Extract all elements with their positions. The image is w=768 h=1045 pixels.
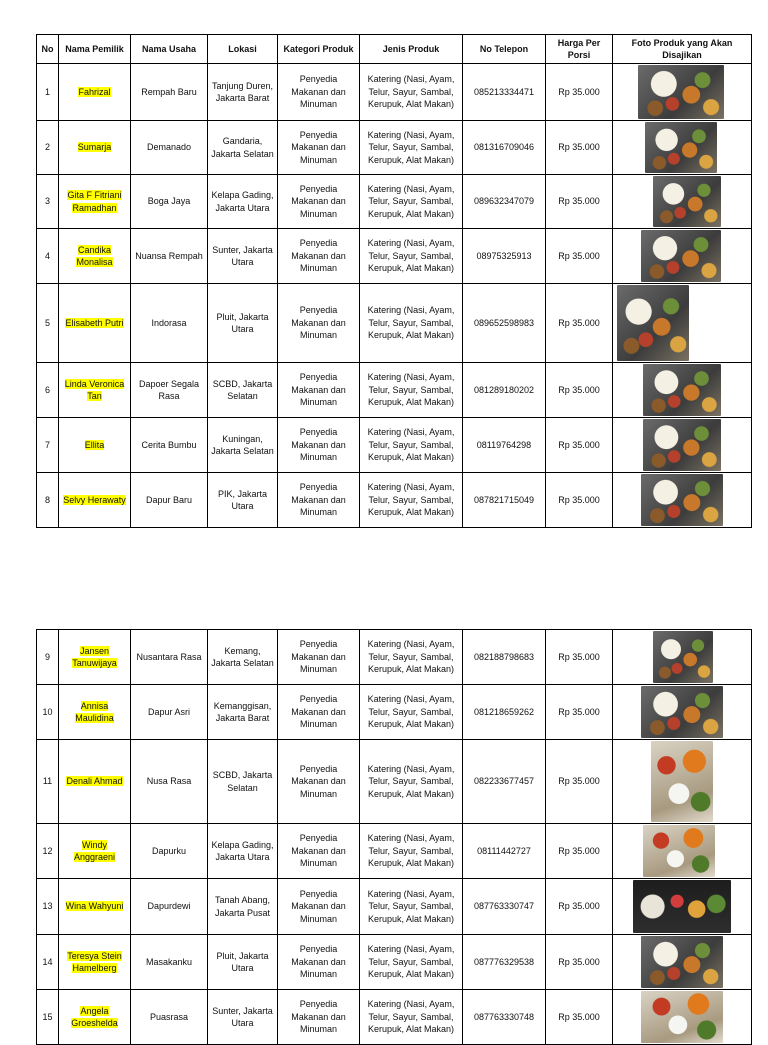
cell-no: 3 xyxy=(37,175,59,229)
cell-no: 15 xyxy=(37,990,59,1045)
cell-phone: 087763330747 xyxy=(463,879,546,935)
cell-price: Rp 35.000 xyxy=(546,64,613,121)
cell-phone: 089632347079 xyxy=(463,175,546,229)
cell-category: Penyedia Makanan dan Minuman xyxy=(278,175,360,229)
cell-photo xyxy=(613,175,752,229)
cell-owner xyxy=(59,990,131,1045)
table-row xyxy=(37,121,752,175)
table-row xyxy=(37,630,752,685)
catering-photo-image xyxy=(638,65,724,119)
cell-price: Rp 35.000 xyxy=(546,418,613,473)
cell-photo xyxy=(613,64,752,121)
cell-owner xyxy=(59,473,131,528)
cell-business: Boga Jaya xyxy=(131,175,208,229)
cell-owner xyxy=(59,64,131,121)
catering-photo-image xyxy=(643,364,721,416)
cell-location: Tanah Abang, Jakarta Pusat xyxy=(208,879,278,935)
cell-category: Penyedia Makanan dan Minuman xyxy=(278,630,360,685)
cell-category: Penyedia Makanan dan Minuman xyxy=(278,990,360,1045)
cell-category: Penyedia Makanan dan Minuman xyxy=(278,879,360,935)
cell-location: Pluit, Jakarta Utara xyxy=(208,935,278,990)
header-location: Lokasi xyxy=(208,35,278,64)
owner-name-highlight: Candika Monalisa xyxy=(76,244,113,267)
cell-price: Rp 35.000 xyxy=(546,824,613,879)
cell-location: Kemanggisan, Jakarta Barat xyxy=(208,685,278,740)
vendor-table-part-1 xyxy=(36,34,752,528)
owner-name-highlight: Teresya Stein Hamelberg xyxy=(67,950,122,973)
cell-no: 6 xyxy=(37,363,59,418)
cell-category: Penyedia Makanan dan Minuman xyxy=(278,824,360,879)
header-photo: Foto Produk yang Akan Disajikan xyxy=(613,35,752,64)
cell-product: Katering (Nasi, Ayam, Telur, Sayur, Sambal, Kerupuk, Alat Makan) xyxy=(360,630,463,685)
owner-name-highlight: Ellita xyxy=(84,439,105,450)
cell-category: Penyedia Makanan dan Minuman xyxy=(278,473,360,528)
header-price: Harga Per Porsi xyxy=(546,35,613,64)
cell-business: Demanado xyxy=(131,121,208,175)
cell-owner xyxy=(59,879,131,935)
cell-no: 9 xyxy=(37,630,59,685)
catering-photo-image xyxy=(643,419,721,471)
cell-business: Nuansa Rempah xyxy=(131,229,208,284)
owner-name-highlight: Sumarja xyxy=(77,142,112,153)
catering-photo-image xyxy=(641,686,723,738)
cell-location: Kelapa Gading, Jakarta Utara xyxy=(208,824,278,879)
cell-photo xyxy=(613,935,752,990)
cell-phone: 08119764298 xyxy=(463,418,546,473)
cell-category: Penyedia Makanan dan Minuman xyxy=(278,685,360,740)
cell-phone: 087776329538 xyxy=(463,935,546,990)
cell-owner xyxy=(59,284,131,363)
cell-category: Penyedia Makanan dan Minuman xyxy=(278,363,360,418)
vendor-table-part-2 xyxy=(36,629,752,1045)
cell-product: Katering (Nasi, Ayam, Telur, Sayur, Sambal, Kerupuk, Alat Makan) xyxy=(360,824,463,879)
cell-location: SCBD, Jakarta Selatan xyxy=(208,363,278,418)
cell-owner xyxy=(59,935,131,990)
table-row xyxy=(37,229,752,284)
cell-price: Rp 35.000 xyxy=(546,990,613,1045)
cell-price: Rp 35.000 xyxy=(546,740,613,824)
table-row xyxy=(37,363,752,418)
cell-business: Rempah Baru xyxy=(131,64,208,121)
cell-product: Katering (Nasi, Ayam, Telur, Sayur, Sambal, Kerupuk, Alat Makan) xyxy=(360,879,463,935)
table-row xyxy=(37,175,752,229)
owner-name-highlight: Windy Anggraeni xyxy=(73,839,116,862)
cell-category: Penyedia Makanan dan Minuman xyxy=(278,64,360,121)
cell-location: Kuningan, Jakarta Selatan xyxy=(208,418,278,473)
header-product: Jenis Produk xyxy=(360,35,463,64)
cell-product: Katering (Nasi, Ayam, Telur, Sayur, Sambal, Kerupuk, Alat Makan) xyxy=(360,284,463,363)
cell-business: Dapur Baru xyxy=(131,473,208,528)
cell-photo xyxy=(613,121,752,175)
cell-business: Nusa Rasa xyxy=(131,740,208,824)
cell-phone: 08975325913 xyxy=(463,229,546,284)
cell-category: Penyedia Makanan dan Minuman xyxy=(278,418,360,473)
catering-photo-image xyxy=(645,122,717,173)
cell-no: 2 xyxy=(37,121,59,175)
table-row xyxy=(37,879,752,935)
cell-location: PIK, Jakarta Utara xyxy=(208,473,278,528)
cell-photo xyxy=(613,824,752,879)
cell-price: Rp 35.000 xyxy=(546,175,613,229)
table-row xyxy=(37,685,752,740)
cell-product: Katering (Nasi, Ayam, Telur, Sayur, Sambal, Kerupuk, Alat Makan) xyxy=(360,740,463,824)
cell-phone: 08111442727 xyxy=(463,824,546,879)
cell-no: 13 xyxy=(37,879,59,935)
cell-price: Rp 35.000 xyxy=(546,630,613,685)
cell-no: 10 xyxy=(37,685,59,740)
cell-price: Rp 35.000 xyxy=(546,935,613,990)
catering-photo-image xyxy=(641,991,723,1043)
cell-phone: 089652598983 xyxy=(463,284,546,363)
catering-photo-image xyxy=(641,474,723,526)
cell-location: Tanjung Duren, Jakarta Barat xyxy=(208,64,278,121)
catering-photo-image xyxy=(651,741,713,822)
cell-price: Rp 35.000 xyxy=(546,121,613,175)
owner-name-highlight: Angela Groeshelda xyxy=(71,1005,118,1028)
header-owner: Nama Pemilik xyxy=(59,35,131,64)
cell-category: Penyedia Makanan dan Minuman xyxy=(278,121,360,175)
cell-owner xyxy=(59,175,131,229)
cell-no: 4 xyxy=(37,229,59,284)
catering-photo-image xyxy=(641,936,723,988)
cell-location: Sunter, Jakarta Utara xyxy=(208,229,278,284)
cell-phone: 082188798683 xyxy=(463,630,546,685)
cell-product: Katering (Nasi, Ayam, Telur, Sayur, Sambal, Kerupuk, Alat Makan) xyxy=(360,935,463,990)
owner-name-highlight: Denali Ahmad xyxy=(66,776,123,787)
cell-no: 8 xyxy=(37,473,59,528)
cell-product: Katering (Nasi, Ayam, Telur, Sayur, Sambal, Kerupuk, Alat Makan) xyxy=(360,175,463,229)
cell-business: Dapurdewi xyxy=(131,879,208,935)
catering-photo-image xyxy=(653,631,713,683)
table-row xyxy=(37,990,752,1045)
catering-photo-image xyxy=(643,825,715,877)
header-no: No xyxy=(37,35,59,64)
cell-owner xyxy=(59,418,131,473)
cell-photo xyxy=(613,473,752,528)
cell-location: Sunter, Jakarta Utara xyxy=(208,990,278,1045)
cell-location: Kemang, Jakarta Selatan xyxy=(208,630,278,685)
cell-photo xyxy=(613,990,752,1045)
owner-name-highlight: Elisabeth Putri xyxy=(65,317,124,328)
owner-name-highlight: Wina Wahyuni xyxy=(65,901,124,912)
cell-business: Indorasa xyxy=(131,284,208,363)
cell-product: Katering (Nasi, Ayam, Telur, Sayur, Sambal, Kerupuk, Alat Makan) xyxy=(360,685,463,740)
cell-price: Rp 35.000 xyxy=(546,229,613,284)
cell-owner xyxy=(59,824,131,879)
cell-category: Penyedia Makanan dan Minuman xyxy=(278,935,360,990)
cell-phone: 082233677457 xyxy=(463,740,546,824)
cell-price: Rp 35.000 xyxy=(546,685,613,740)
cell-product: Katering (Nasi, Ayam, Telur, Sayur, Sambal, Kerupuk, Alat Makan) xyxy=(360,363,463,418)
table-header-row xyxy=(37,35,752,64)
cell-product: Katering (Nasi, Ayam, Telur, Sayur, Sambal, Kerupuk, Alat Makan) xyxy=(360,121,463,175)
cell-owner xyxy=(59,229,131,284)
cell-owner xyxy=(59,630,131,685)
cell-product: Katering (Nasi, Ayam, Telur, Sayur, Sambal, Kerupuk, Alat Makan) xyxy=(360,64,463,121)
table-row xyxy=(37,824,752,879)
cell-photo xyxy=(613,284,752,363)
cell-photo xyxy=(613,685,752,740)
cell-product: Katering (Nasi, Ayam, Telur, Sayur, Sambal, Kerupuk, Alat Makan) xyxy=(360,473,463,528)
cell-photo xyxy=(613,363,752,418)
table-row xyxy=(37,935,752,990)
table-row xyxy=(37,284,752,363)
header-category: Kategori Produk xyxy=(278,35,360,64)
cell-product: Katering (Nasi, Ayam, Telur, Sayur, Sambal, Kerupuk, Alat Makan) xyxy=(360,990,463,1045)
cell-phone: 081289180202 xyxy=(463,363,546,418)
cell-owner xyxy=(59,121,131,175)
cell-location: SCBD, Jakarta Selatan xyxy=(208,740,278,824)
cell-category: Penyedia Makanan dan Minuman xyxy=(278,740,360,824)
cell-photo xyxy=(613,630,752,685)
cell-business: Masakanku xyxy=(131,935,208,990)
header-phone: No Telepon xyxy=(463,35,546,64)
cell-location: Gandaria, Jakarta Selatan xyxy=(208,121,278,175)
cell-price: Rp 35.000 xyxy=(546,284,613,363)
header-business: Nama Usaha xyxy=(131,35,208,64)
table-row xyxy=(37,473,752,528)
cell-photo xyxy=(613,879,752,935)
cell-phone: 081316709046 xyxy=(463,121,546,175)
cell-owner xyxy=(59,363,131,418)
table-row xyxy=(37,418,752,473)
cell-business: Nusantara Rasa xyxy=(131,630,208,685)
cell-photo xyxy=(613,418,752,473)
cell-business: Puasrasa xyxy=(131,990,208,1045)
cell-no: 1 xyxy=(37,64,59,121)
cell-product: Katering (Nasi, Ayam, Telur, Sayur, Sambal, Kerupuk, Alat Makan) xyxy=(360,418,463,473)
owner-name-highlight: Annisa Maulidina xyxy=(75,700,114,723)
cell-business: Cerita Bumbu xyxy=(131,418,208,473)
cell-owner xyxy=(59,740,131,824)
cell-price: Rp 35.000 xyxy=(546,363,613,418)
cell-no: 7 xyxy=(37,418,59,473)
cell-no: 11 xyxy=(37,740,59,824)
cell-photo xyxy=(613,229,752,284)
cell-phone: 085213334471 xyxy=(463,64,546,121)
table-row xyxy=(37,740,752,824)
cell-business: Dapoer Segala Rasa xyxy=(131,363,208,418)
cell-no: 14 xyxy=(37,935,59,990)
cell-price: Rp 35.000 xyxy=(546,473,613,528)
cell-no: 12 xyxy=(37,824,59,879)
owner-name-highlight: Gita F Fitriani Ramadhan xyxy=(67,190,122,213)
owner-name-highlight: Linda Veronica Tan xyxy=(64,378,125,401)
cell-price: Rp 35.000 xyxy=(546,879,613,935)
cell-location: Pluit, Jakarta Utara xyxy=(208,284,278,363)
cell-business: Dapur Asri xyxy=(131,685,208,740)
catering-photo-image xyxy=(641,230,721,282)
cell-photo xyxy=(613,740,752,824)
owner-name-highlight: Selvy Herawaty xyxy=(63,494,126,505)
owner-name-highlight: Fahrizal xyxy=(78,86,111,97)
cell-phone: 087821715049 xyxy=(463,473,546,528)
catering-photo-image xyxy=(633,880,731,933)
cell-category: Penyedia Makanan dan Minuman xyxy=(278,229,360,284)
table-row xyxy=(37,64,752,121)
cell-location: Kelapa Gading, Jakarta Utara xyxy=(208,175,278,229)
owner-name-highlight: Jansen Tanuwijaya xyxy=(72,645,117,668)
catering-photo-image xyxy=(653,176,721,227)
cell-business: Dapurku xyxy=(131,824,208,879)
catering-photo-image xyxy=(617,285,689,361)
cell-no: 5 xyxy=(37,284,59,363)
cell-phone: 087763330748 xyxy=(463,990,546,1045)
cell-phone: 081218659262 xyxy=(463,685,546,740)
cell-product: Katering (Nasi, Ayam, Telur, Sayur, Sambal, Kerupuk, Alat Makan) xyxy=(360,229,463,284)
cell-owner xyxy=(59,685,131,740)
cell-category: Penyedia Makanan dan Minuman xyxy=(278,284,360,363)
